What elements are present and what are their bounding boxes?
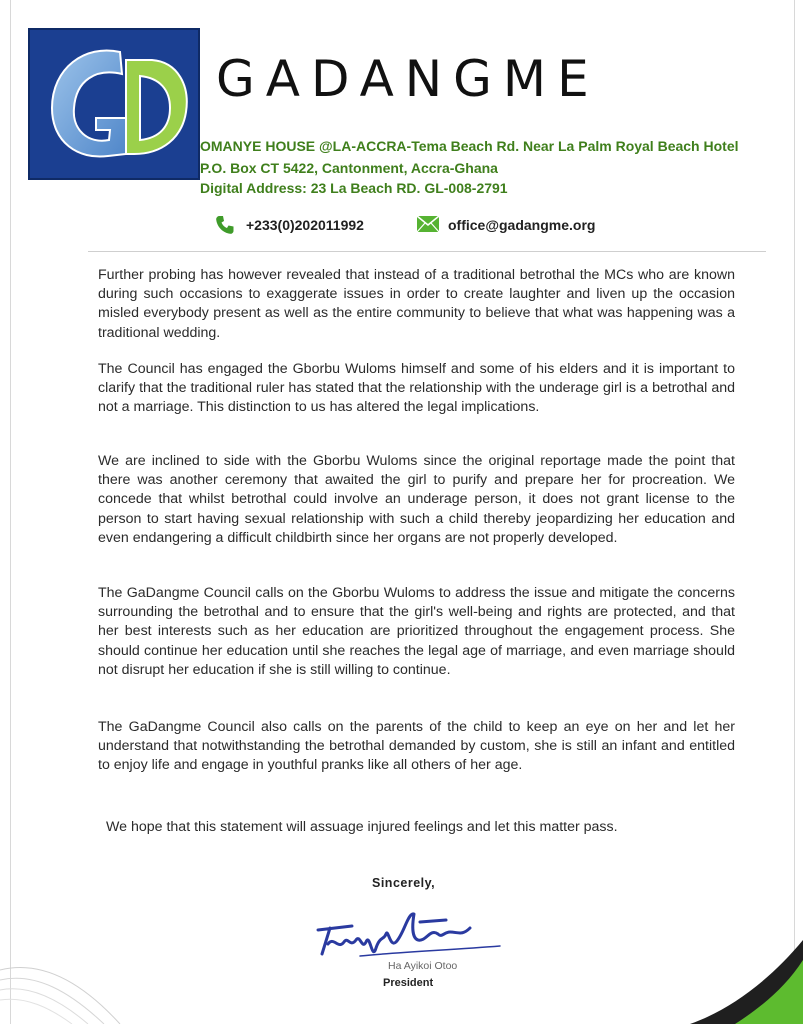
email-address[interactable]: office@gadangme.org <box>448 217 596 233</box>
phone-number[interactable]: +233(0)202011992 <box>246 217 364 233</box>
envelope-icon <box>416 214 438 236</box>
closing-salutation: Sincerely, <box>372 876 436 890</box>
address-line-2: P.O. Box CT 5422, Cantonment, Accra-Ghana <box>200 160 498 176</box>
phone-contact <box>214 214 364 236</box>
page-left-edge <box>10 0 11 1024</box>
organization-name: GADANGME <box>216 50 600 108</box>
paragraph-1: Further probing has however revealed that instead of a traditional betrothal the MCs who are known during such occasions to exaggerate issues in order to create laughter and liven up the occasion misled everybody present as well as the entire community to believe that what was happening was a traditional wedding. <box>98 267 735 341</box>
address-line-1: OMANYE HOUSE @LA-ACCRA-Tema Beach Rd. Near La Palm Royal Beach Hotel <box>200 138 739 154</box>
header-divider <box>88 251 766 252</box>
decorative-wave-footer <box>0 900 803 1024</box>
paragraph-5: The GaDangme Council also calls on the parents of the child to keep an eye on her and let her understand that notwithstanding the betrothal demanded by custom, she is still an infant and entitled to enjoy life and engage in youthful pranks like all others of her age. <box>98 719 735 774</box>
signer-title: President <box>383 977 434 989</box>
digital-address: Digital Address: 23 La Beach RD. GL-008-2791 <box>200 180 508 196</box>
phone-icon <box>214 214 236 236</box>
page-right-edge <box>794 0 795 1024</box>
email-contact <box>416 214 595 236</box>
paragraph-6: We hope that this statement will assuage injured feelings and let this matter pass. <box>106 819 618 835</box>
gd-logo <box>28 28 200 180</box>
paragraph-3: We are inclined to side with the Gborbu Wuloms since the original reportage made the point that there was another ceremony that awaited the girl to purify and prepare her for procreation. We concede that whilst betrothal could involve an underage person, it does not grant license to the person to start having sexual relationship with such a child thereby jeopardizing her education and even endangering a difficult childbirth since her organs are not properly developed. <box>98 453 735 546</box>
paragraph-2: The Council has engaged the Gborbu Wuloms himself and some of his elders and it is important to clarify that the traditional ruler has stated that the relationship with the underage girl is a betrothal and not a marriage. This distinction to us has altered the legal implications. <box>98 361 735 416</box>
paragraph-4: The GaDangme Council calls on the Gborbu Wuloms to address the issue and mitigate the concerns surrounding the betrothal and to ensure that the girl's well-being and rights are protected, and that her best interests such as her education are prioritized throughout the engagement process. She should continue her education until she reaches the legal age of marriage, and even marriage should not disrupt her education if she is still willing to continue. <box>98 585 735 678</box>
signer-name: Ha Ayikoi Otoo <box>388 960 458 972</box>
